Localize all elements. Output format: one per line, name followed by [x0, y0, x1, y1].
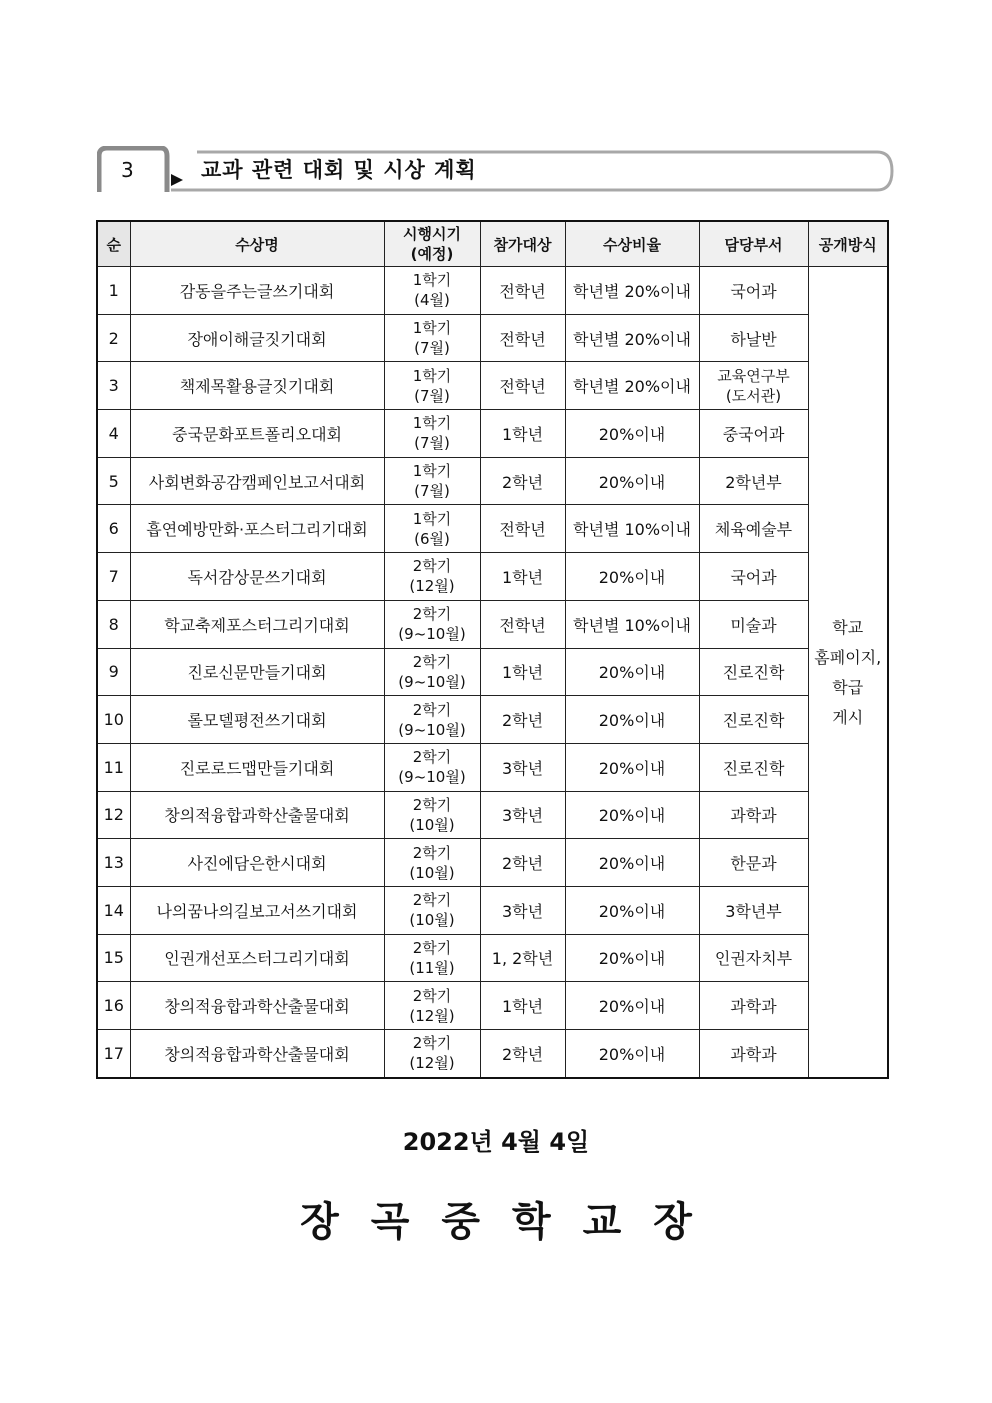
public-method-line: 게시 [832, 707, 864, 727]
row-semester: 2학기 [412, 986, 452, 1005]
row-num: 8 [97, 600, 130, 648]
row-target: 전학년 [480, 314, 565, 362]
row-award-name: 독서감상문쓰기대회 [130, 553, 384, 601]
table-row [97, 696, 888, 744]
row-target: 2학년 [480, 839, 565, 887]
row-month: (7월) [414, 386, 450, 405]
row-num: 7 [97, 553, 130, 601]
row-period [384, 743, 480, 791]
row-ratio: 20%이내 [565, 457, 699, 505]
row-num: 9 [97, 648, 130, 696]
table-row [97, 457, 888, 505]
row-ratio: 학년별 10%이내 [565, 600, 699, 648]
row-target: 2학년 [480, 457, 565, 505]
row-award-name: 창의적융합과학산출물대회 [130, 1030, 384, 1078]
row-month: (12월) [409, 577, 455, 596]
row-target: 3학년 [480, 791, 565, 839]
row-month: (10월) [409, 815, 455, 834]
row-target: 전학년 [480, 600, 565, 648]
row-department: 국어과 [699, 267, 808, 315]
row-period [384, 267, 480, 315]
section-number: 3 [121, 158, 134, 182]
table-row [97, 267, 888, 315]
row-period [384, 410, 480, 458]
row-num: 2 [97, 314, 130, 362]
table-row [97, 505, 888, 553]
document-date: 2022년 4월 4일 [402, 1128, 590, 1156]
row-month: (4월) [414, 291, 450, 310]
row-ratio: 20%이내 [565, 934, 699, 982]
table-row [97, 886, 888, 934]
row-month: (9~10월) [398, 625, 466, 644]
row-ratio: 20%이내 [565, 982, 699, 1030]
row-award-name: 학교축제포스터그리기대회 [130, 600, 384, 648]
row-ratio: 학년별 20%이내 [565, 314, 699, 362]
row-ratio: 20%이내 [565, 839, 699, 887]
row-month: (10월) [409, 911, 455, 930]
row-department-line1: 교육연구부 [717, 366, 790, 385]
row-department: 2학년부 [699, 457, 808, 505]
row-department: 한문과 [699, 839, 808, 887]
row-award-name: 롤모델평전쓰기대회 [130, 696, 384, 744]
row-semester: 2학기 [412, 557, 452, 576]
row-num: 4 [97, 410, 130, 458]
row-department-line2: (도서관) [725, 386, 782, 405]
row-semester: 1학기 [412, 509, 452, 528]
row-award-name: 나의꿈나의길보고서쓰기대회 [130, 886, 384, 934]
table-row [97, 934, 888, 982]
row-award-name: 사진에담은한시대회 [130, 839, 384, 887]
row-semester: 2학기 [412, 700, 452, 719]
row-award-name: 진로신문만들기대회 [130, 648, 384, 696]
row-department: 체육예술부 [699, 505, 808, 553]
row-period [384, 314, 480, 362]
row-department: 과학과 [699, 1030, 808, 1078]
row-ratio: 학년별 20%이내 [565, 267, 699, 315]
row-department: 진로진학 [699, 696, 808, 744]
row-semester: 1학기 [412, 462, 452, 481]
row-target: 전학년 [480, 362, 565, 410]
row-ratio: 학년별 20%이내 [565, 362, 699, 410]
row-award-name: 인권개선포스터그리기대회 [130, 934, 384, 982]
row-num: 3 [97, 362, 130, 410]
row-ratio: 20%이내 [565, 886, 699, 934]
row-target: 3학년 [480, 743, 565, 791]
row-num: 17 [97, 1030, 130, 1078]
row-num: 16 [97, 982, 130, 1030]
row-award-name: 중국문화포트폴리오대회 [130, 410, 384, 458]
row-period [384, 362, 480, 410]
row-department: 과학과 [699, 791, 808, 839]
row-department: 국어과 [699, 553, 808, 601]
row-target: 2학년 [480, 696, 565, 744]
row-department: 과학과 [699, 982, 808, 1030]
row-semester: 1학기 [412, 366, 452, 385]
row-month: (9~10월) [398, 720, 466, 739]
table-row [97, 1030, 888, 1078]
row-month: (10월) [409, 863, 455, 882]
table-row [97, 982, 888, 1030]
row-department: 하날반 [699, 314, 808, 362]
row-semester: 2학기 [412, 891, 452, 910]
row-ratio: 20%이내 [565, 696, 699, 744]
row-target: 전학년 [480, 267, 565, 315]
row-target: 1학년 [480, 982, 565, 1030]
table-row [97, 314, 888, 362]
row-department [699, 362, 808, 410]
row-semester: 1학기 [412, 414, 452, 433]
table-row [97, 362, 888, 410]
table-row [97, 553, 888, 601]
row-semester: 2학기 [412, 843, 452, 862]
row-award-name: 장애이해글짓기대회 [130, 314, 384, 362]
public-method-line: 학교 [832, 617, 864, 637]
row-period [384, 1030, 480, 1078]
table-header-row [97, 221, 888, 267]
row-semester: 2학기 [412, 605, 452, 624]
row-period [384, 505, 480, 553]
row-department: 진로진학 [699, 648, 808, 696]
header-period-line2: (예정) [410, 245, 454, 263]
row-num: 15 [97, 934, 130, 982]
row-semester: 2학기 [412, 1034, 452, 1053]
section-title: 교과 관련 대회 및 시상 계획 [201, 158, 477, 182]
row-award-name: 창의적융합과학산출물대회 [130, 982, 384, 1030]
row-period [384, 839, 480, 887]
row-month: (12월) [409, 1006, 455, 1025]
row-target: 3학년 [480, 886, 565, 934]
row-ratio: 20%이내 [565, 791, 699, 839]
header-num: 순 [97, 221, 130, 267]
public-method-line: 홈페이지, [814, 647, 882, 667]
row-target: 1학년 [480, 648, 565, 696]
row-period [384, 982, 480, 1030]
row-semester: 2학기 [412, 795, 452, 814]
row-department: 3학년부 [699, 886, 808, 934]
header-ratio: 수상비율 [565, 221, 699, 267]
row-month: (7월) [414, 339, 450, 358]
row-award-name: 창의적융합과학산출물대회 [130, 791, 384, 839]
section-header [97, 146, 894, 194]
row-award-name: 책제목활용글짓기대회 [130, 362, 384, 410]
row-semester: 2학기 [412, 652, 452, 671]
row-period [384, 648, 480, 696]
row-department: 중국어과 [699, 410, 808, 458]
table-row [97, 839, 888, 887]
row-month: (9~10월) [398, 768, 466, 787]
table-row [97, 600, 888, 648]
row-ratio: 20%이내 [565, 553, 699, 601]
row-period [384, 553, 480, 601]
row-month: (12월) [409, 1054, 455, 1073]
row-num: 6 [97, 505, 130, 553]
row-num: 13 [97, 839, 130, 887]
row-target: 1, 2학년 [480, 934, 565, 982]
row-period [384, 457, 480, 505]
school-principal: 장곡중학교장 [300, 1199, 724, 1245]
row-department: 진로진학 [699, 743, 808, 791]
row-award-name: 감동을주는글쓰기대회 [130, 267, 384, 315]
row-num: 5 [97, 457, 130, 505]
row-num: 1 [97, 267, 130, 315]
row-period [384, 696, 480, 744]
row-month: (9~10월) [398, 672, 466, 691]
row-ratio: 20%이내 [565, 1030, 699, 1078]
public-method-cell [808, 267, 888, 1078]
row-semester: 2학기 [412, 748, 452, 767]
row-num: 10 [97, 696, 130, 744]
table-row [97, 648, 888, 696]
row-period [384, 600, 480, 648]
row-month: (11월) [409, 958, 455, 977]
row-num: 12 [97, 791, 130, 839]
row-award-name: 진로로드맵만들기대회 [130, 743, 384, 791]
row-ratio: 학년별 10%이내 [565, 505, 699, 553]
header-period-line1: 시행시기 [403, 225, 461, 243]
row-target: 1학년 [480, 553, 565, 601]
row-ratio: 20%이내 [565, 410, 699, 458]
row-num: 11 [97, 743, 130, 791]
header-department: 담당부서 [699, 221, 808, 267]
header-public: 공개방식 [808, 221, 888, 267]
row-semester: 1학기 [412, 271, 452, 290]
header-award-name: 수상명 [130, 221, 384, 267]
row-department: 인권자치부 [699, 934, 808, 982]
row-target: 전학년 [480, 505, 565, 553]
row-semester: 2학기 [412, 938, 452, 957]
row-num: 14 [97, 886, 130, 934]
award-plan-table [96, 220, 889, 1079]
row-semester: 1학기 [412, 319, 452, 338]
row-period [384, 934, 480, 982]
row-ratio: 20%이내 [565, 743, 699, 791]
row-award-name: 흡연예방만화·포스터그리기대회 [130, 505, 384, 553]
row-period [384, 886, 480, 934]
row-period [384, 791, 480, 839]
row-target: 1학년 [480, 410, 565, 458]
table-row [97, 743, 888, 791]
public-method-line: 학급 [832, 677, 864, 697]
row-target: 2학년 [480, 1030, 565, 1078]
row-ratio: 20%이내 [565, 648, 699, 696]
row-month: (6월) [414, 529, 450, 548]
row-award-name: 사회변화공감캠페인보고서대회 [130, 457, 384, 505]
table-row [97, 791, 888, 839]
header-period [384, 221, 480, 267]
row-month: (7월) [414, 482, 450, 501]
row-department: 미술과 [699, 600, 808, 648]
table-row [97, 410, 888, 458]
row-month: (7월) [414, 434, 450, 453]
header-target: 참가대상 [480, 221, 565, 267]
